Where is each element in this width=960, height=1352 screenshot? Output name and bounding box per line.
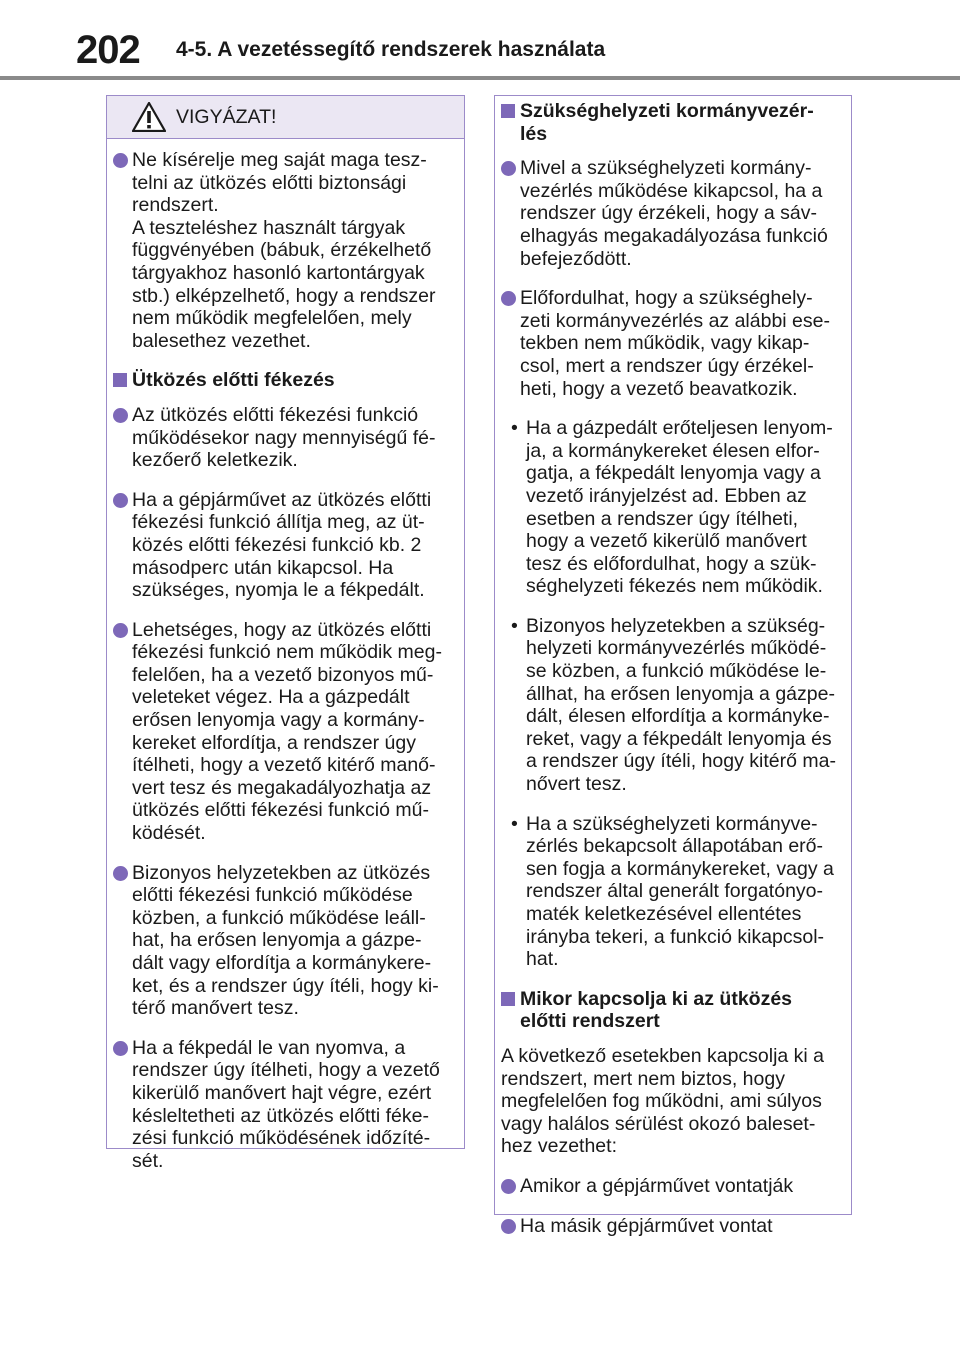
- square-bullet-icon: [501, 992, 515, 1006]
- subheading-text: Szükséghelyzeti kormányvezér- lés: [520, 100, 814, 145]
- round-bullet-icon: [113, 493, 128, 508]
- bullet-text: Ha a fékpedál le van nyomva, a rendszer úgy ítélheti, hogy a vezető kikerülő manővert hajt végre, ezért késleltetheti az ütközés előtti féke- zési funkció működésének időzíté- sét.: [132, 1036, 440, 1172]
- round-bullet-icon: [501, 291, 516, 306]
- paragraph-text: A következő esetekben kapcsolja ki a rendszert, mert nem biztos, hogy megfelelően fog működni, ami súlyos vagy halálos sérülést okozó baleset- hez vezethet:: [501, 1044, 825, 1158]
- subheading: [501, 100, 841, 145]
- subheading-text: Ütközés előtti fékezés: [132, 369, 335, 392]
- bullet-text: Mivel a szükséghelyzeti kormány- vezérlés működése kikapcsol, ha a rendszer úgy érzékeli, hogy a sáv- elhagyás megakadályozása funkció befejeződött.: [520, 157, 828, 270]
- sub-bullet-item: [501, 615, 841, 796]
- round-bullet-icon: [113, 408, 128, 423]
- subheading-text: Mikor kapcsolja ki az ütközés előtti rendszert: [520, 987, 793, 1033]
- section-title: 4-5. A vezetéssegítő rendszerek használata: [176, 38, 606, 61]
- header-rule: [0, 76, 960, 80]
- paragraph: [501, 1045, 841, 1158]
- subheading: [501, 988, 841, 1033]
- bullet-item: [113, 862, 452, 1020]
- round-bullet-icon: [113, 153, 128, 168]
- small-bullet-icon: •: [511, 614, 518, 637]
- warning-triangle-icon: [132, 102, 166, 132]
- bullet-item: [113, 404, 452, 472]
- bullet-text: Amikor a gépjárművet vontatják: [520, 1174, 794, 1197]
- square-bullet-icon: [501, 104, 515, 118]
- bullet-item: [113, 149, 452, 352]
- warning-content: [107, 139, 464, 1172]
- bullet-text: Az ütközés előtti fékezési funkció működésekor nagy mennyiségű fé- kezőerő keletkezik.: [132, 403, 436, 472]
- round-bullet-icon: [113, 1041, 128, 1056]
- bullet-text: Bizonyos helyzetekben az ütközés előtti fékezési funkció működése közben, a funkció működése leáll- hat, ha erősen lenyomja a gázpe- dált vagy elfordítja a kormánykere- ket, és a rendszer úgy ítéli, hogy ki- térő manővert tesz.: [132, 861, 439, 1020]
- round-bullet-icon: [501, 161, 516, 176]
- sub-bullet-text: Ha a szükséghelyzeti kormányve- zérlés bekapcsolt állapotában erő- sen fogja a kormánykereket, vagy a rendszer által generált forgatónyo- maték keletkezésével ellentétes irányba tekeri, a funkció kikapcsol- hat.: [526, 812, 834, 971]
- bullet-text: Ha másik gépjárművet vontat: [520, 1214, 773, 1237]
- round-bullet-icon: [501, 1219, 516, 1234]
- square-bullet-icon: [113, 373, 127, 387]
- subheading: [113, 369, 452, 392]
- round-bullet-icon: [113, 623, 128, 638]
- warning-header: [107, 96, 464, 139]
- sub-bullet-text: Ha a gázpedált erőteljesen lenyom- ja, a kormánykereket élesen elfor- gatja, a fékpedált lenyomja vagy a vezető irányjelzést ad. Ebben az esetben a rendszer úgy ítélheti, hogy a vezető kikerülő manővert tesz és előfordulhat, hogy a szük- séghelyzeti fékezés nem működik.: [526, 417, 833, 598]
- bullet-text: Lehetséges, hogy az ütközés előtti fékezési funkció nem működik meg- felelően, ha a vezető bizonyos mű- veleteket végez. Ha a gázpedált erősen lenyomja vagy a kormány- kereket elfordítja, a rendszer úgy ítélheti, hogy a vezető kitérő manő- vert tesz és megakadályozhatja az ütközés előtti fékezési funkció mű- ködését.: [132, 618, 442, 845]
- round-bullet-icon: [501, 1179, 516, 1194]
- sub-bullet-text: Bizonyos helyzetekben a szükség- helyzeti kormányvezérlés működé- se közben, a funkció működése le- állhat, ha erősen lenyomja a gázpe- dált, élesen elfordítja a kormányke- reket, vagy a fékpedált lenyomja és a rendszer úgy ítéli, hogy kitérő ma- nővert tesz.: [526, 614, 836, 796]
- bullet-text: Ha a gépjárművet az ütközés előtti fékezési funkció állítja meg, az üt- közés előtti fékezési funkció kb. 2 másodperc után kikapcsol. Ha szükséges, nyomja le a fékpedált.: [132, 488, 432, 602]
- bullet-item: [113, 1037, 452, 1173]
- page-header: [0, 0, 960, 80]
- small-bullet-icon: •: [511, 417, 518, 440]
- bullet-text: Ne kísérelje meg saját maga tesz- telni az ütközés előtti biztonsági rendszert. A teszteléshez használt tárgyak függvényében (bábuk, érzékelhető tárgyakhoz hasonló kartontárgyak stb.) elképzelhető, hogy a rendszer nem működik megfelelően, mely balesethez vezethet.: [132, 149, 436, 352]
- small-bullet-icon: •: [511, 812, 518, 835]
- bullet-item: [501, 157, 841, 270]
- bullet-item: [501, 1215, 841, 1238]
- sub-bullet-item: [501, 417, 841, 598]
- round-bullet-icon: [113, 866, 128, 881]
- info-box: [494, 95, 852, 1237]
- warning-title: VIGYÁZAT!: [176, 106, 277, 128]
- sub-bullet-item: [501, 813, 841, 971]
- bullet-item: [113, 489, 452, 602]
- bullet-text: Előfordulhat, hogy a szükséghely- zeti kormányvezérlés az alábbi ese- tekben nem működik, vagy kikap- csol, mert a rendszer úgy érzékel- heti, hogy a vezető beavatkozik.: [520, 287, 830, 400]
- bullet-item: [113, 619, 452, 845]
- bullet-item: [501, 1175, 841, 1198]
- bullet-item: [501, 287, 841, 400]
- info-content: [495, 96, 851, 1237]
- warning-box: [106, 95, 465, 1172]
- page-number: 202: [76, 28, 140, 72]
